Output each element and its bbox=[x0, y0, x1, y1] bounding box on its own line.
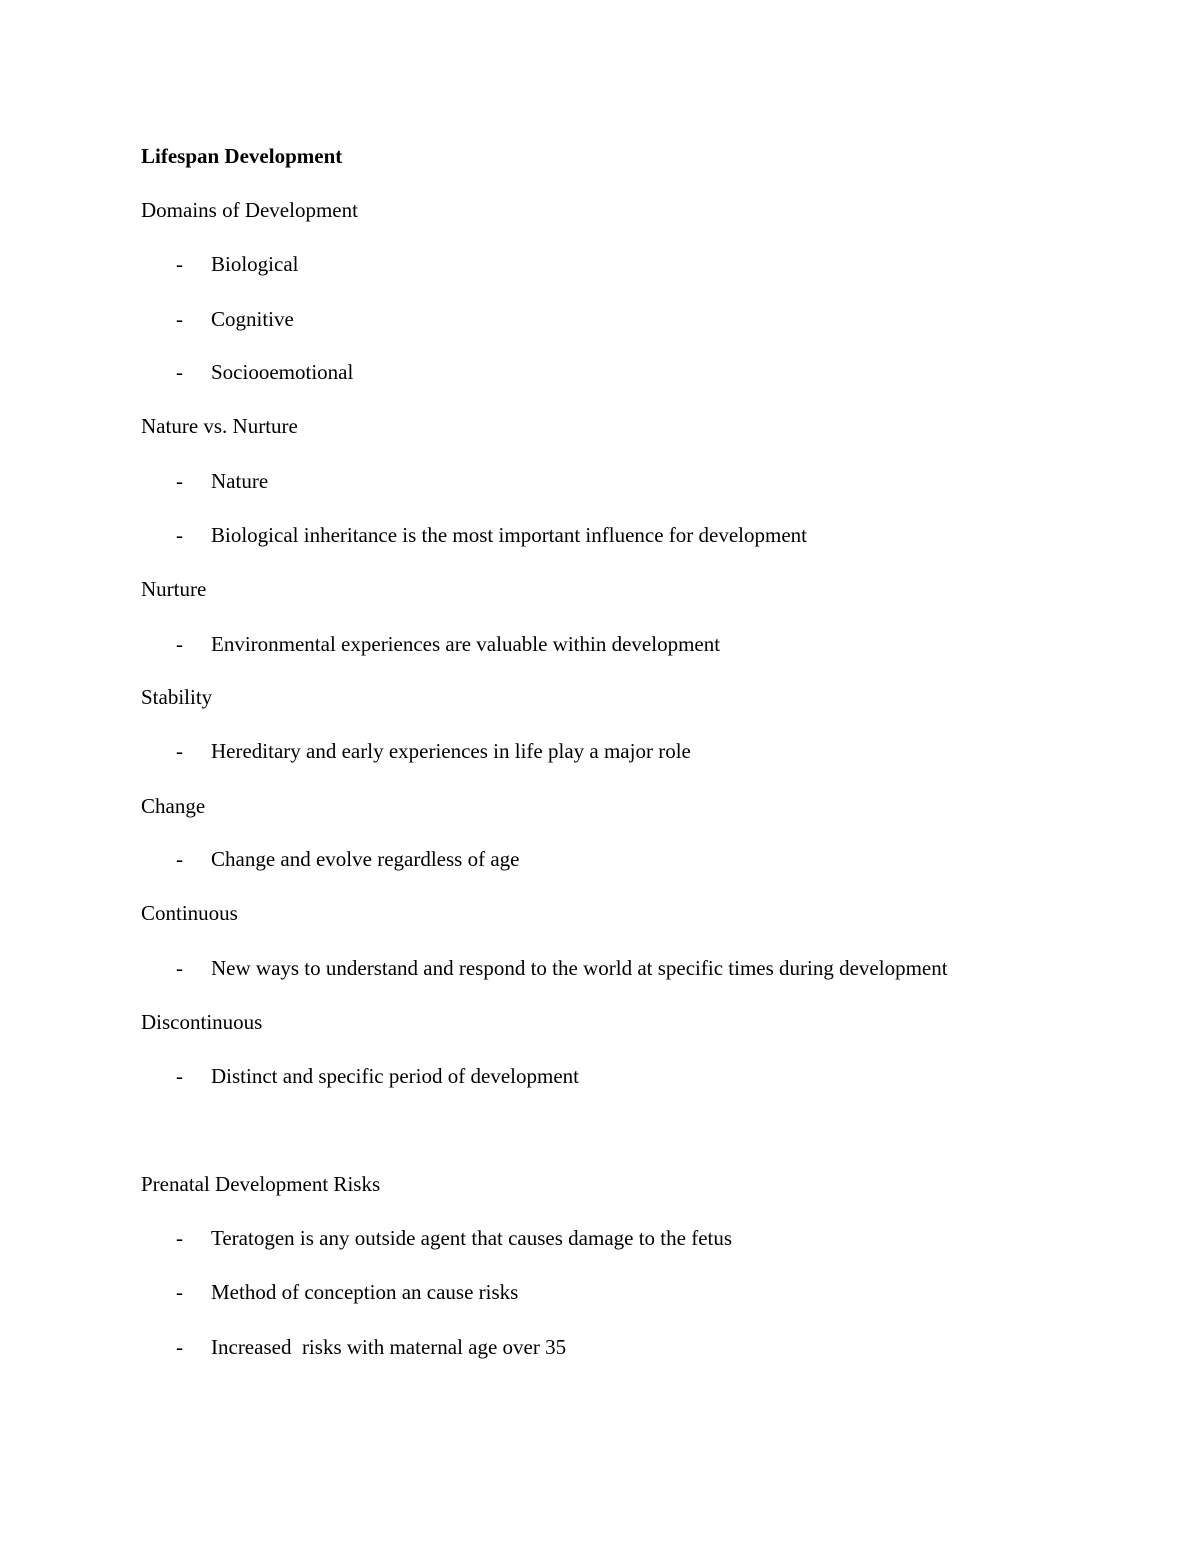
list-item-cognitive: Cognitive bbox=[211, 307, 294, 331]
section-heading-nature-vs-nurture: Nature vs. Nurture bbox=[141, 414, 298, 438]
bullet-marker: - bbox=[176, 1335, 183, 1359]
list-item-biological: Biological bbox=[211, 252, 299, 276]
list-item-method-of-conception: Method of conception an cause risks bbox=[211, 1280, 519, 1304]
section-heading-discontinuous: Discontinuous bbox=[141, 1010, 263, 1034]
list-item-maternal-age: Increased risks with maternal age over 35 bbox=[211, 1335, 567, 1359]
section-heading-prenatal-risks: Prenatal Development Risks bbox=[141, 1172, 381, 1196]
document-title: Lifespan Development bbox=[141, 144, 343, 168]
bullet-marker: - bbox=[176, 307, 183, 331]
section-heading-stability: Stability bbox=[141, 685, 213, 709]
list-item-nature: Nature bbox=[211, 469, 269, 493]
bullet-marker: - bbox=[176, 360, 183, 384]
bullet-marker: - bbox=[176, 469, 183, 493]
bullet-marker: - bbox=[176, 1064, 183, 1088]
bullet-marker: - bbox=[176, 847, 183, 871]
list-item-socioemotional: Sociooemotional bbox=[211, 360, 354, 384]
bullet-marker: - bbox=[176, 739, 183, 763]
list-item-teratogen: Teratogen is any outside agent that causes damage to the fetus bbox=[211, 1226, 733, 1250]
section-heading-change: Change bbox=[141, 794, 206, 818]
bullet-marker: - bbox=[176, 1280, 183, 1304]
bullet-marker: - bbox=[176, 632, 183, 656]
section-heading-domains: Domains of Development bbox=[141, 198, 358, 222]
list-item-distinct: Distinct and specific period of development bbox=[211, 1064, 579, 1088]
list-item-new-ways: New ways to understand and respond to the world at specific times during development bbox=[211, 956, 948, 980]
bullet-marker: - bbox=[176, 1226, 183, 1250]
bullet-marker: - bbox=[176, 956, 183, 980]
list-item-biological-inheritance: Biological inheritance is the most important influence for development bbox=[211, 523, 807, 547]
bullet-marker: - bbox=[176, 523, 183, 547]
list-item-hereditary: Hereditary and early experiences in life play a major role bbox=[211, 739, 691, 763]
section-heading-nurture: Nurture bbox=[141, 577, 207, 601]
list-item-change-evolve: Change and evolve regardless of age bbox=[211, 847, 520, 871]
list-item-environmental: Environmental experiences are valuable within development bbox=[211, 632, 721, 656]
section-heading-continuous: Continuous bbox=[141, 901, 238, 925]
bullet-marker: - bbox=[176, 252, 183, 276]
